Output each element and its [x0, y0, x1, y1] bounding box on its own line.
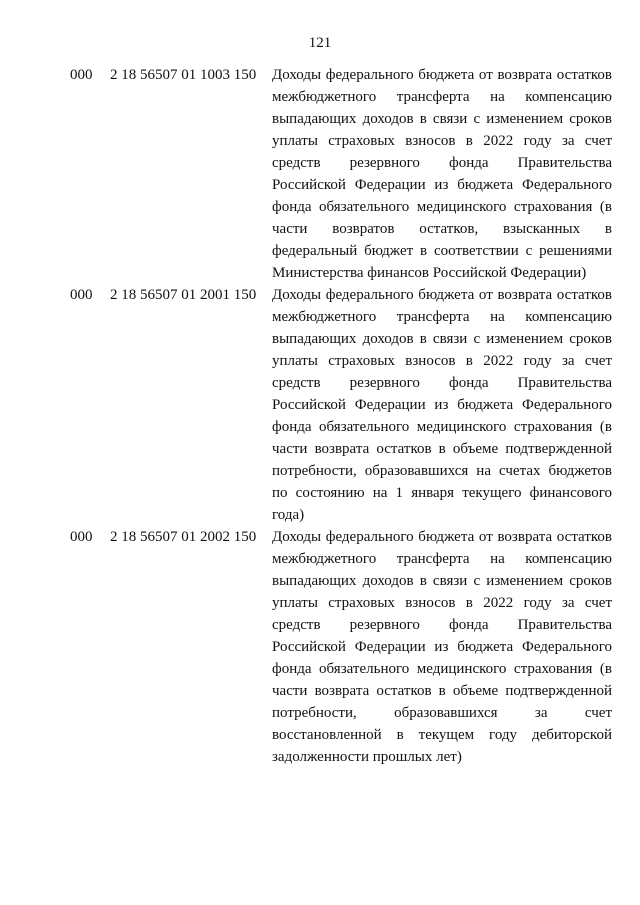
admin-code: 000	[70, 67, 93, 83]
budget-code-list	[70, 64, 612, 768]
income-description: Доходы федерального бюджета от возврата остатков межбюджетного трансферта на компенсацию выпадающих доходов в связи с изменением сроков уплаты страховых взносов в 2022 году за счет средств резервного фонда Правительства Российской Федерации из бюджета Федерального фонда обязательного медицинского страхования (в части возвратов остатков, взысканных в федеральный бюджет в соответствии с решениями Министерства финансов Российской Федерации)	[272, 67, 612, 281]
admin-code: 000	[70, 287, 93, 303]
classification-code: 2 18 56507 01 2002 150	[110, 529, 257, 545]
classification-code: 2 18 56507 01 1003 150	[110, 67, 257, 83]
income-description: Доходы федерального бюджета от возврата остатков межбюджетного трансферта на компенсацию выпадающих доходов в связи с изменением сроков уплаты страховых взносов в 2022 году за счет средств резервного фонда Правительства Российской Федерации из бюджета Федерального фонда обязательного медицинского страхования (в части возврата остатков в объеме подтвержденной потребности, образовавшихся за счет восстановленной в текущем году дебиторской задолженности прошлых лет)	[272, 529, 612, 765]
page-number: 121	[308, 35, 332, 51]
budget-code-entry	[70, 526, 612, 768]
budget-code-entry	[70, 284, 612, 526]
classification-code: 2 18 56507 01 2001 150	[110, 287, 257, 303]
budget-code-entry	[70, 64, 612, 284]
admin-code: 000	[70, 529, 93, 545]
income-description: Доходы федерального бюджета от возврата остатков межбюджетного трансферта на компенсацию выпадающих доходов в связи с изменением сроков уплаты страховых взносов в 2022 году за счет средств резервного фонда Правительства Российской Федерации из бюджета Федерального фонда обязательного медицинского страхования (в части возврата остатков в объеме подтвержденной потребности, образовавшихся на счетах бюджетов по состоянию на 1 января текущего финансового года)	[272, 287, 612, 523]
